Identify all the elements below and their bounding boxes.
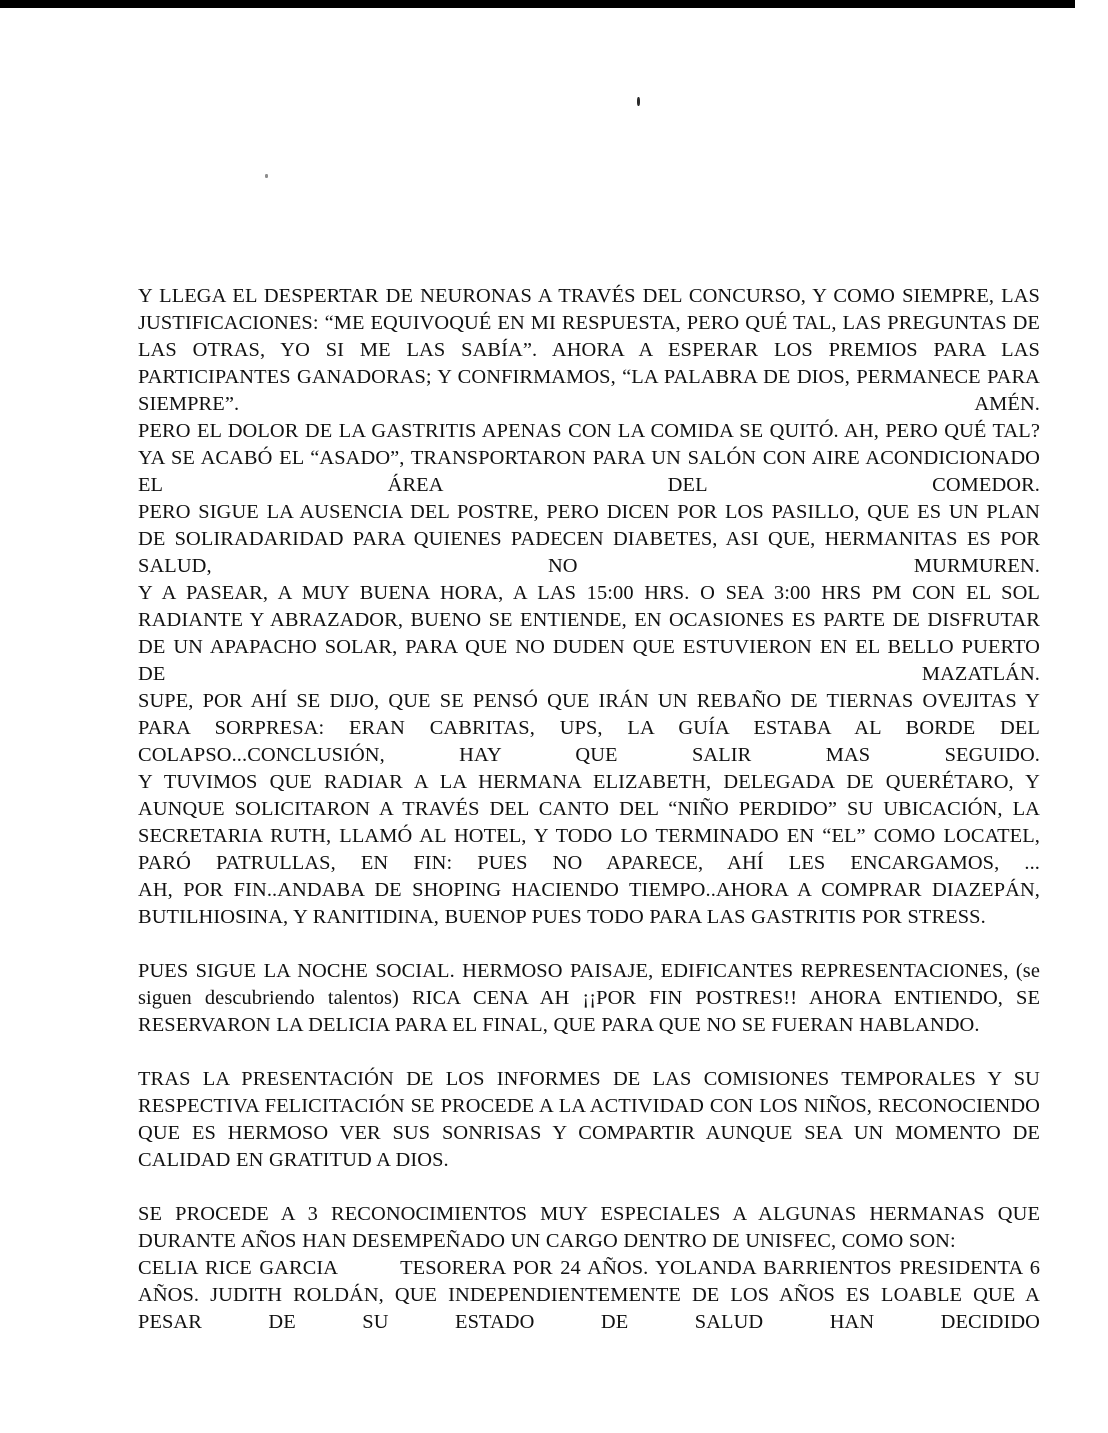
paragraph-line: PERO SIGUE LA AUSENCIA DEL POSTRE, PERO DICEN POR LOS PASILLO, QUE ES UN PLAN DE SOLIRADARIDAD PARA QUIENES PADECEN DIABETES, ASI QUE, HERMANITAS ES POR SALUD, NO MURMUREN.: [138, 501, 1040, 577]
paragraph-social-evening-part-a: PUES SIGUE LA NOCHE SOCIAL. HERMOSO PAISAJE, EDIFICANTES REPRESENTACIONES,: [138, 960, 1009, 982]
paragraph-line: PERO EL DOLOR DE LA GASTRITIS APENAS CON LA COMIDA SE QUITÓ. AH, PERO QUÉ TAL? YA SE ACABÓ EL “ASADO”, TRANSPORTARON PARA UN SALÓN CON AIRE ACONDICIONADO EL ÁREA DEL COMEDOR.: [138, 420, 1040, 496]
paragraph-social-evening: [138, 958, 1040, 1039]
honoree-name: CELIA RICE GARCIA: [138, 1257, 339, 1279]
paragraph-social-evening-parenthetical: (se siguen descubriendo talentos): [138, 960, 1040, 1009]
honoree-role: TESORERA POR 24 AÑOS. YOLANDA BARRIENTOS PRESIDENTA 6 AÑOS. JUDITH ROLDÁN, QUE INDEPENDIENTEMENTE DE LOS AÑOS ES LOABLE QUE A PESAR DE SU ESTADO DE SALUD HAN DECIDIDO: [138, 1257, 1040, 1333]
scan-edge-bar-artifact: [0, 0, 1075, 8]
paragraph-spacer: [138, 1039, 1040, 1066]
paragraph-line: AH, POR FIN..ANDABA DE SHOPING HACIENDO TIEMPO..AHORA A COMPRAR DIAZEPÁN, BUTILHIOSINA, Y RANITIDINA, BUENOP PUES TODO PARA LAS GASTRITIS POR STRESS.: [138, 879, 1040, 928]
paragraph-spacer: [138, 1174, 1040, 1201]
toner-speck-icon: [265, 174, 268, 178]
paragraph-line: Y A PASEAR, A MUY BUENA HORA, A LAS 15:00 HRS. O SEA 3:00 HRS PM CON EL SOL RADIANTE Y ABRAZADOR, BUENO SE ENTIENDE, EN OCASIONES ES PARTE DE DISFRUTAR DE UN APAPACHO SOLAR, PARA QUE NO DUDEN QUE ESTUVIERON EN EL BELLO PUERTO DE MAZATLÁN.: [138, 582, 1040, 685]
paragraph-line: SUPE, POR AHÍ SE DIJO, QUE SE PENSÓ QUE IRÁN UN REBAÑO DE TIERNAS OVEJITAS Y PARA SORPRESA: ERAN CABRITAS, UPS, LA GUÍA ESTABA AL BORDE DEL COLAPSO...CONCLUSIÓN, HAY QUE SALIR MAS SEGUIDO.: [138, 690, 1040, 766]
paragraph-social-evening-part-c: RICA CENA AH ¡¡POR FIN POSTRES!! AHORA ENTIENDO, SE RESERVARON LA DELICIA PARA EL FINAL, QUE PARA QUE NO SE FUERAN HABLANDO.: [138, 987, 1040, 1036]
paragraph-recognitions-intro: SE PROCEDE A 3 RECONOCIMIENTOS MUY ESPECIALES A ALGUNAS HERMANAS QUE DURANTE AÑOS HAN DESEMPEÑADO UN CARGO DENTRO DE UNISFEC, COMO SON:: [138, 1203, 1040, 1252]
toner-speck-icon: [637, 97, 640, 106]
document-text-column: [138, 283, 1040, 1336]
paragraph-line: Y LLEGA EL DESPERTAR DE NEURONAS A TRAVÉS DEL CONCURSO, Y COMO SIEMPRE, LAS JUSTIFICACIONES: “ME EQUIVOQUÉ EN MI RESPUESTA, PERO QUÉ TAL, LAS PREGUNTAS DE LAS OTRAS, YO SI ME LAS SABÍA”. AHORA A ESPERAR LOS PREMIOS PARA LAS PARTICIPANTES GANADORAS; Y CONFIRMAMOS, “LA PALABRA DE DIOS, PERMANECE PARA SIEMPRE”. AMÉN.: [138, 285, 1040, 415]
paragraph-line: Y TUVIMOS QUE RADIAR A LA HERMANA ELIZABETH, DELEGADA DE QUERÉTARO, Y AUNQUE SOLICITARON A TRAVÉS DEL CANTO DEL “NIÑO PERDIDO” SU UBICACIÓN, LA SECRETARIA RUTH, LLAMÓ AL HOTEL, Y TODO LO TERMINADO EN “EL” COMO LOCATEL, PARÓ PATRULLAS, EN FIN: PUES NO APARECE, AHÍ LES ENCARGAMOS, ...: [138, 771, 1040, 874]
paragraph-commission-reports: TRAS LA PRESENTACIÓN DE LOS INFORMES DE LAS COMISIONES TEMPORALES Y SU RESPECTIVA FELICITACIÓN SE PROCEDE A LA ACTIVIDAD CON LOS NIÑOS, RECONOCIENDO QUE ES HERMOSO VER SUS SONRISAS Y COMPARTIR AUNQUE SEA UN MOMENTO DE CALIDAD EN GRATITUD A DIOS.: [138, 1068, 1040, 1171]
paragraph-spacer: [138, 931, 1040, 958]
paragraph-honoree-entry: [138, 1255, 1040, 1336]
